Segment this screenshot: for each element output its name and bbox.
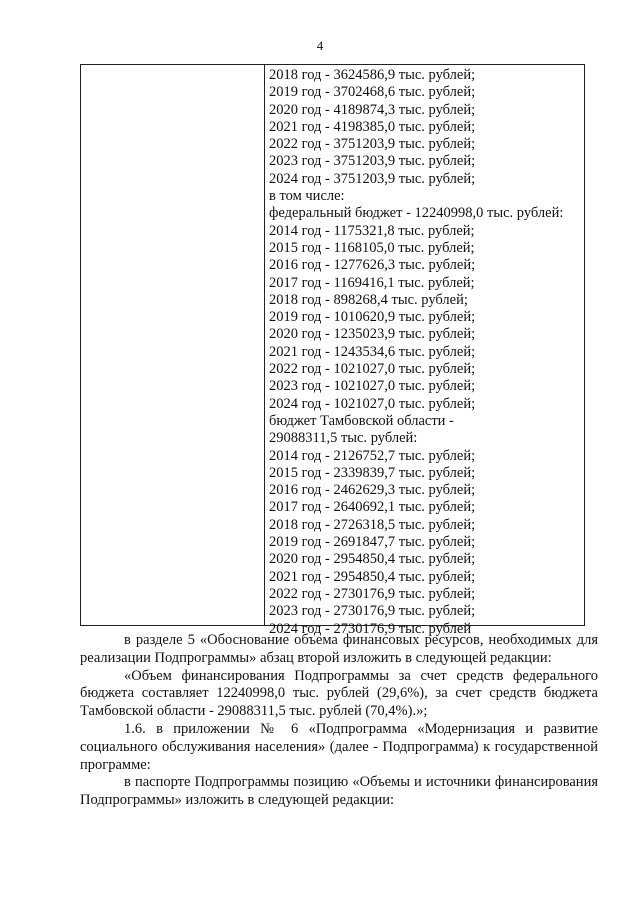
paragraph-financing-volume: «Объем финансирования Подпрограммы за счет средств федерального бюджета составляет 12240998,0 тыс. рублей (29,6%), за счет средств бюджета Тамбовской области - 29088311,5 тыс. рублей (70,4%).»; [80,667,598,720]
financing-line: 2021 год - 1243534,6 тыс. рублей; [269,343,476,360]
financing-line: 2016 год - 1277626,3 тыс. рублей; [269,257,476,274]
financing-line: в том числе: [269,188,345,205]
page-number: 4 [316,38,324,53]
financing-line: 2022 год - 1021027,0 тыс. рублей; [269,361,476,378]
financing-table [80,64,585,637]
financing-line: 2019 год - 3702468,6 тыс. рублей; [269,84,476,101]
financing-line: 2022 год - 2730176,9 тыс. рублей; [269,585,476,602]
financing-line: 2019 год - 2691847,7 тыс. рублей; [269,534,476,551]
financing-line: 2018 год - 898268,4 тыс. рублей; [269,291,468,308]
financing-line: 2024 год - 3751203,9 тыс. рублей; [269,170,476,187]
financing-line: 2018 год - 3624586,9 тыс. рублей; [269,67,476,83]
financing-line: 2017 год - 2640692,1 тыс. рублей; [269,499,476,516]
financing-line: 2024 год - 1021027,0 тыс. рублей; [269,395,476,412]
financing-line: федеральный бюджет - 12240998,0 тыс. рублей: [269,205,564,222]
table-column-divider [264,65,265,625]
financing-line: 2020 год - 2954850,4 тыс. рублей; [269,551,476,568]
financing-line: 29088311,5 тыс. рублей: [269,430,418,447]
financing-line: 2019 год - 1010620,9 тыс. рублей; [269,309,476,326]
financing-line: 2020 год - 4189874,3 тыс. рублей; [269,101,476,118]
financing-values-list [269,67,583,638]
financing-line: 2022 год - 3751203,9 тыс. рублей; [269,136,476,153]
financing-line: 2015 год - 2339839,7 тыс. рублей; [269,464,476,481]
financing-line: 2020 год - 1235023,9 тыс. рублей; [269,326,476,343]
paragraph-section-5: в разделе 5 «Обоснование объема финансовых ресурсов, необходимых для реализации Подпрограммы» абзац второй изложить в следующей редакции: [80,632,598,666]
financing-line: 2015 год - 1168105,0 тыс. рублей; [269,239,475,256]
paragraph-passport: в паспорте Подпрограммы позицию «Объемы и источники финансирования Подпрограммы» изложить в следующей редакции: [80,774,598,809]
financing-line: 2014 год - 1175321,8 тыс. рублей; [269,222,475,239]
financing-line: 2017 год - 1169416,1 тыс. рублей; [269,274,475,291]
financing-line: 2021 год - 4198385,0 тыс. рублей; [269,118,476,135]
financing-line: 2024 год - 2730176,9 тыс. рублей [269,620,472,637]
financing-line: 2023 год - 3751203,9 тыс. рублей; [269,153,476,170]
body-text [80,632,598,810]
paragraph-appendix-6: 1.6. в приложении № 6 «Подпрограмма «Модернизация и развитие социального обслуживания населения» (далее - Подпрограмма) к государственной программе: [80,720,598,773]
financing-line: 2016 год - 2462629,3 тыс. рублей; [269,482,476,499]
financing-line: 2021 год - 2954850,4 тыс. рублей; [269,568,476,585]
financing-line: 2023 год - 2730176,9 тыс. рублей; [269,603,476,620]
financing-line: 2014 год - 2126752,7 тыс. рублей; [269,447,476,464]
financing-line: 2018 год - 2726318,5 тыс. рублей; [269,516,476,533]
financing-line: бюджет Тамбовской области - [269,412,454,429]
financing-line: 2023 год - 1021027,0 тыс. рублей; [269,378,476,395]
